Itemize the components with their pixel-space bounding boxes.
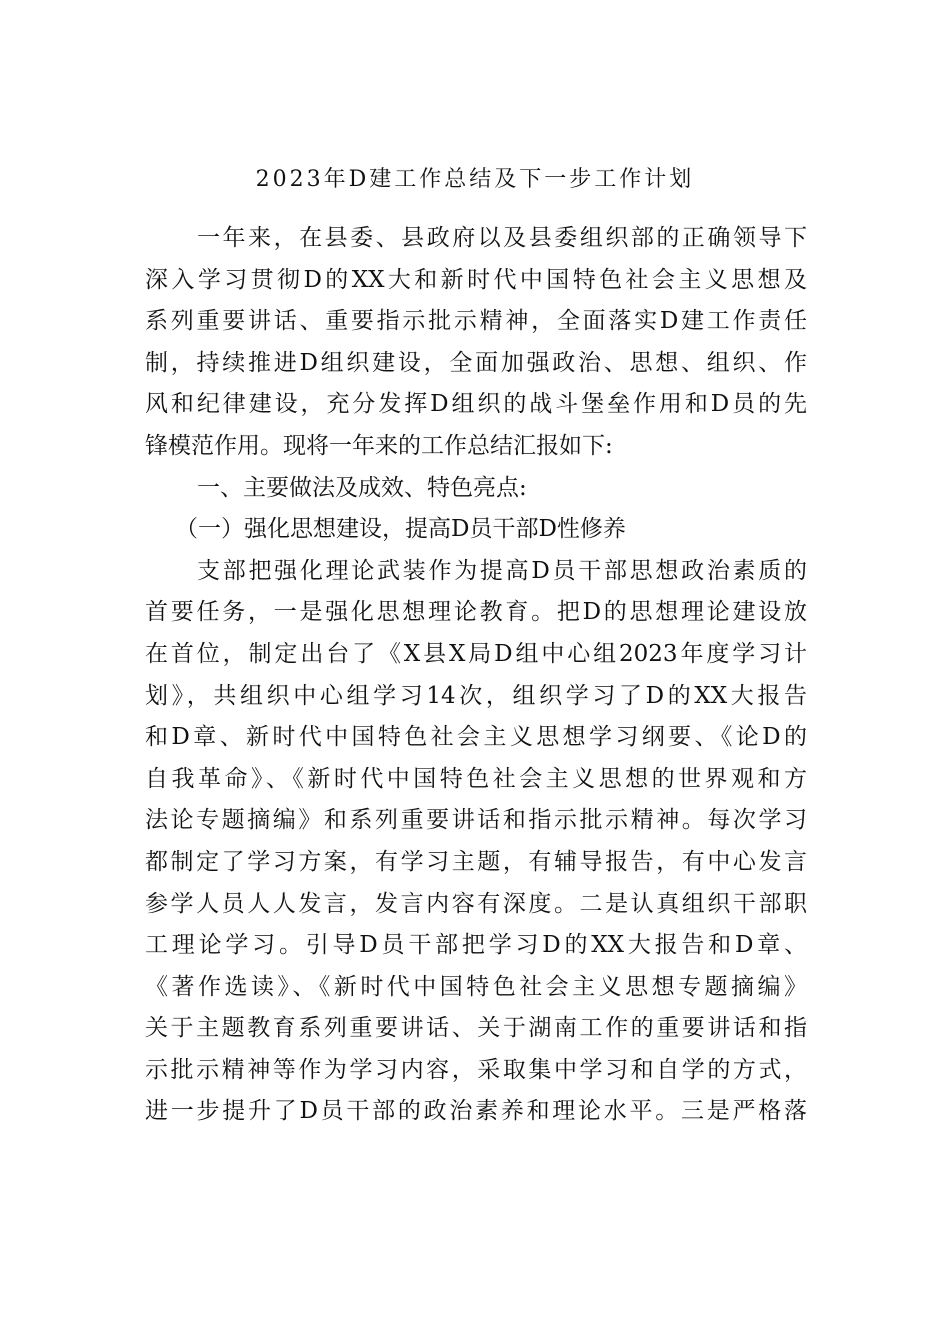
- paragraph-line: 工理论学习。引导D员干部把学习D的XX大报告和D章、: [145, 932, 807, 959]
- paragraph-line: 制，持续推进D组织建设，全面加强政治、思想、组织、作: [145, 349, 807, 376]
- document-body: [145, 218, 807, 1133]
- paragraph-line: 一年来，在县委、县政府以及县委组织部的正确领导下: [197, 225, 807, 251]
- paragraph-line: 自我革命》、《新时代中国特色社会主义思想的世界观和方: [145, 765, 807, 792]
- document-title: 2023年D建工作总结及下一步工作计划: [255, 167, 695, 192]
- paragraph-line: 划》，共组织中心组学习14次，组织学习了D的XX大报告: [145, 682, 807, 709]
- paragraph-line: 示批示精神等作为学习内容，采取集中学习和自学的方式，: [145, 1056, 807, 1083]
- paragraph-line: 首要任务，一是强化思想理论教育。把D的思想理论建设放: [145, 599, 807, 626]
- paragraph-line: 支部把强化理论武装作为提高D员干部思想政治素质的: [197, 557, 807, 584]
- paragraph-line: 和D章、新时代中国特色社会主义思想学习纲要、《论D的: [145, 724, 807, 751]
- paragraph-line: 深入学习贯彻D的XX大和新时代中国特色社会主义思想及: [145, 266, 807, 293]
- paragraph-line: 进一步提升了D员干部的政治素养和理论水平。三是严格落: [145, 1098, 807, 1125]
- paragraph-line: 锋模范作用。现将一年来的工作总结汇报如下:: [145, 432, 613, 459]
- paragraph-line: 都制定了学习方案，有学习主题，有辅导报告，有中心发言: [145, 848, 807, 875]
- subsection-heading: （一）强化思想建设，提高D员干部D性修养: [175, 516, 626, 543]
- paragraph-line: 在首位，制定出台了《X县X局D组中心组2023年度学习计: [145, 640, 807, 667]
- paragraph-line: 法论专题摘编》和系列重要讲话和指示批示精神。每次学习: [145, 807, 807, 834]
- paragraph-line: 系列重要讲话、重要指示批示精神，全面落实D建工作责任: [145, 308, 807, 335]
- paragraph-line: 关于主题教育系列重要讲话、关于湖南工作的重要讲话和指: [145, 1015, 807, 1042]
- section-heading: 一、主要做法及成效、特色亮点:: [197, 474, 527, 501]
- paragraph-line: 风和纪律建设，充分发挥D组织的战斗堡垒作用和D员的先: [145, 391, 807, 418]
- paragraph-line: 《著作选读》、《新时代中国特色社会主义思想专题摘编》: [145, 973, 807, 1000]
- paragraph-line: 参学人员人人发言，发言内容有深度。二是认真组织干部职: [145, 890, 807, 917]
